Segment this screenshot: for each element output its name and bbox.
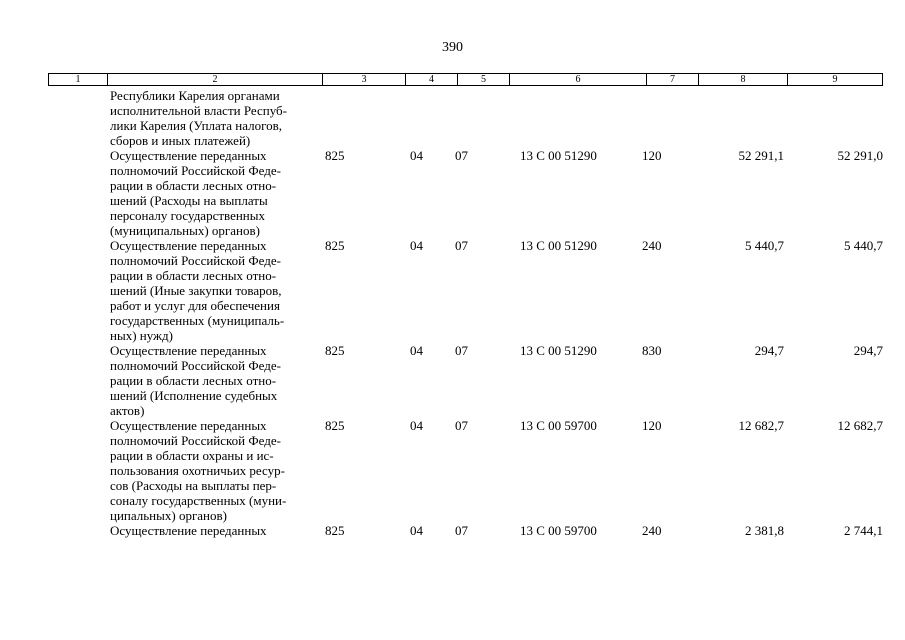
table-row [0, 523, 905, 538]
description-line: Осуществление переданных [110, 343, 267, 358]
amount-col-8: 52 291,1 [738, 148, 784, 163]
description-line: пользования охотничьих ресур- [110, 463, 285, 478]
description-line: рации в области охраны и ис- [110, 448, 274, 463]
amount-col-9: 12 682,7 [837, 418, 883, 433]
header-col-6: 6 [509, 74, 646, 85]
target-item-code: 13 С 00 59700 [520, 418, 597, 433]
amount-col-8: 2 381,8 [745, 523, 784, 538]
header-col-7: 7 [646, 74, 698, 85]
amount-col-8: 294,7 [754, 343, 784, 358]
description-line: шений (Иные закупки товаров, [110, 283, 282, 298]
ministry-code: 825 [325, 343, 345, 358]
amount-col-8: 12 682,7 [738, 418, 784, 433]
subsection-code: 07 [455, 343, 468, 358]
target-item-code: 13 С 00 51290 [520, 343, 597, 358]
description-line: персоналу государственных [110, 208, 266, 223]
description-line: Осуществление переданных [110, 148, 267, 163]
row-description [110, 88, 320, 148]
ministry-code: 825 [325, 238, 345, 253]
header-col-8: 8 [698, 74, 787, 85]
description-line: Осуществление переданных [110, 418, 267, 433]
target-item-code: 13 С 00 59700 [520, 523, 597, 538]
header-col-3: 3 [322, 74, 405, 85]
row-description [110, 418, 320, 523]
description-line: Республики Карелия органами [110, 88, 280, 103]
table-row [0, 148, 905, 238]
header-col-5: 5 [457, 74, 509, 85]
row-description [110, 343, 320, 418]
description-line: ципальных) органов) [110, 508, 227, 523]
description-line: лики Карелия (Уплата налогов, [110, 118, 283, 133]
target-item-code: 13 С 00 51290 [520, 148, 597, 163]
section-code: 04 [410, 148, 423, 163]
description-line: рации в области лесных отно- [110, 373, 277, 388]
amount-col-9: 294,7 [853, 343, 883, 358]
amount-col-9: 5 440,7 [844, 238, 883, 253]
header-col-9: 9 [787, 74, 882, 85]
expense-type-code: 120 [642, 418, 662, 433]
header-col-4: 4 [405, 74, 457, 85]
target-item-code: 13 С 00 51290 [520, 238, 597, 253]
row-description [110, 523, 320, 538]
description-line: актов) [110, 403, 145, 418]
description-line: ных) нужд) [110, 328, 173, 343]
amount-col-8: 5 440,7 [745, 238, 784, 253]
description-line: рации в области лесных отно- [110, 178, 277, 193]
section-code: 04 [410, 238, 423, 253]
page-number: 390 [442, 40, 463, 55]
header-col-1: 1 [75, 74, 81, 85]
ministry-code: 825 [325, 148, 345, 163]
description-line: полномочий Российской Феде- [110, 253, 281, 268]
description-line: государственных (муниципаль- [110, 313, 285, 328]
description-line: исполнительной власти Респуб- [110, 103, 287, 118]
description-line: сов (Расходы на выплаты пер- [110, 478, 277, 493]
description-line: шений (Исполнение судебных [110, 388, 278, 403]
description-line: полномочий Российской Феде- [110, 358, 281, 373]
expense-type-code: 240 [642, 523, 662, 538]
budget-table-body [0, 88, 905, 538]
description-line: полномочий Российской Феде- [110, 433, 281, 448]
ministry-code: 825 [325, 418, 345, 433]
amount-col-9: 2 744,1 [844, 523, 883, 538]
subsection-code: 07 [455, 523, 468, 538]
column-number-header [48, 73, 883, 86]
subsection-code: 07 [455, 148, 468, 163]
description-line: Осуществление переданных [110, 523, 267, 538]
table-row [0, 418, 905, 523]
expense-type-code: 120 [642, 148, 662, 163]
description-line: рации в области лесных отно- [110, 268, 277, 283]
description-line: шений (Расходы на выплаты [110, 193, 268, 208]
description-line: работ и услуг для обеспечения [110, 298, 280, 313]
row-description [110, 148, 320, 238]
subsection-code: 07 [455, 238, 468, 253]
table-row [0, 88, 905, 148]
description-line: (муниципальных) органов) [110, 223, 260, 238]
ministry-code: 825 [325, 523, 345, 538]
description-line: соналу государственных (муни- [110, 493, 287, 508]
expense-type-code: 240 [642, 238, 662, 253]
row-description [110, 238, 320, 343]
amount-col-9: 52 291,0 [837, 148, 883, 163]
description-line: Осуществление переданных [110, 238, 267, 253]
table-row [0, 238, 905, 343]
description-line: сборов и иных платежей) [110, 133, 251, 148]
expense-type-code: 830 [642, 343, 662, 358]
table-row [0, 343, 905, 418]
description-line: полномочий Российской Феде- [110, 163, 281, 178]
section-code: 04 [410, 343, 423, 358]
header-col-2: 2 [107, 74, 322, 85]
section-code: 04 [410, 523, 423, 538]
subsection-code: 07 [455, 418, 468, 433]
section-code: 04 [410, 418, 423, 433]
